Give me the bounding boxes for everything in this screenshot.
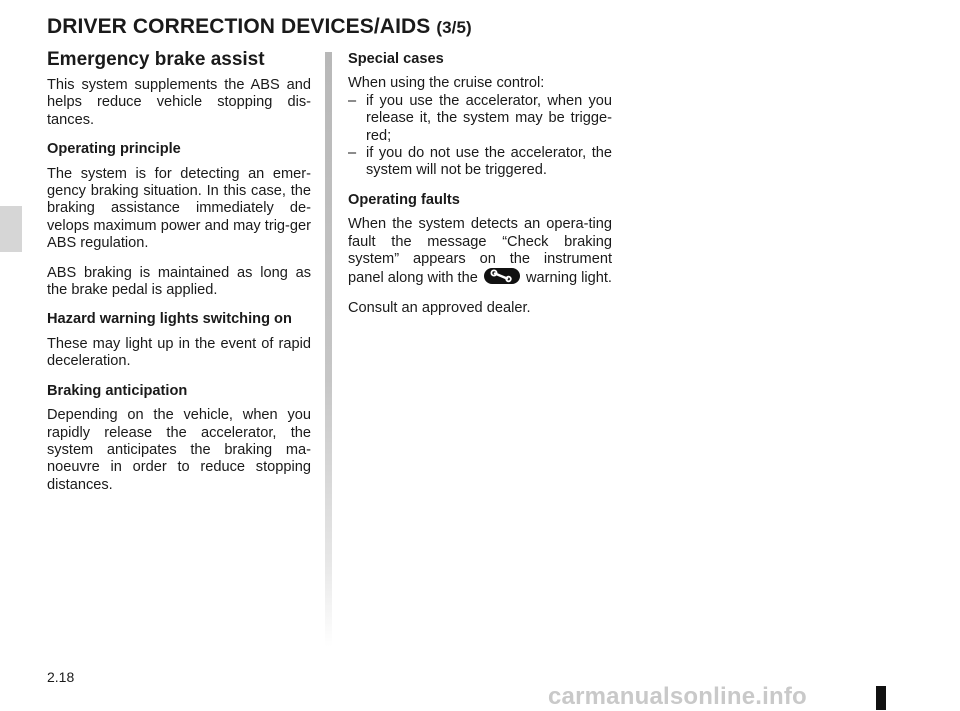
operating-faults-heading: Operating faults [348, 191, 460, 208]
watermark: carmanualsonline.info [548, 683, 807, 710]
special-cases-lead: When using the cruise control: [348, 75, 545, 92]
list-item-text: if you do not use the accelerator, the system will not be triggered. [366, 145, 612, 179]
page-title-text: DRIVER CORRECTION DEVICES/AIDS [47, 15, 431, 38]
dash-bullet: – [348, 145, 357, 162]
page-title [47, 15, 472, 39]
special-cases-list [348, 93, 612, 180]
operating-faults-text-end: warning light. [525, 270, 612, 287]
corner-mark [876, 686, 886, 710]
page-part-indicator: (3/5) [436, 18, 472, 37]
right-column [348, 48, 612, 329]
operating-faults-text [348, 216, 612, 288]
braking-anticipation-heading: Braking anticipation [47, 382, 188, 399]
abs-braking-text: ABS braking is maintained as long as the brake pedal is applied. [47, 264, 311, 299]
braking-anticipation-text: Depending on the vehicle, when you rapidly release the accelerator, the system anticipates the braking ma-noeuvre in order to reduce stopping distances. [47, 407, 311, 493]
list-item-text: if you use the accelerator, when you release it, the system may be trigge-red; [366, 92, 612, 144]
page-number: 2.18 [47, 669, 75, 685]
hazard-lights-text: These may light up in the event of rapid deceleration. [47, 335, 311, 370]
operating-principle-heading: Operating principle [47, 141, 181, 158]
dash-bullet: – [348, 92, 357, 109]
column-divider [325, 52, 332, 647]
chapter-tab [0, 206, 22, 252]
list-item [348, 145, 612, 180]
operating-principle-text: The system is for detecting an emer-gency braking situation. In this case, the braking assistance immediately de-velops maximum power and may trig-ger ABS regulation. [47, 165, 311, 252]
operating-faults-text-start: When the system detects an opera-ting fault the message “Check braking system” appears on the instrument panel along with the [348, 216, 612, 287]
left-column [47, 48, 311, 506]
list-item [348, 93, 612, 145]
section-heading: Emergency brake assist [47, 49, 265, 70]
intro-paragraph: This system supplements the ABS and helps reduce vehicle stopping dis-tances. [47, 77, 311, 128]
hazard-lights-heading: Hazard warning lights switching on [47, 311, 292, 328]
wrench-warning-icon [484, 268, 520, 284]
special-cases-heading: Special cases [348, 51, 444, 67]
consult-dealer-text: Consult an approved dealer. [348, 299, 531, 316]
